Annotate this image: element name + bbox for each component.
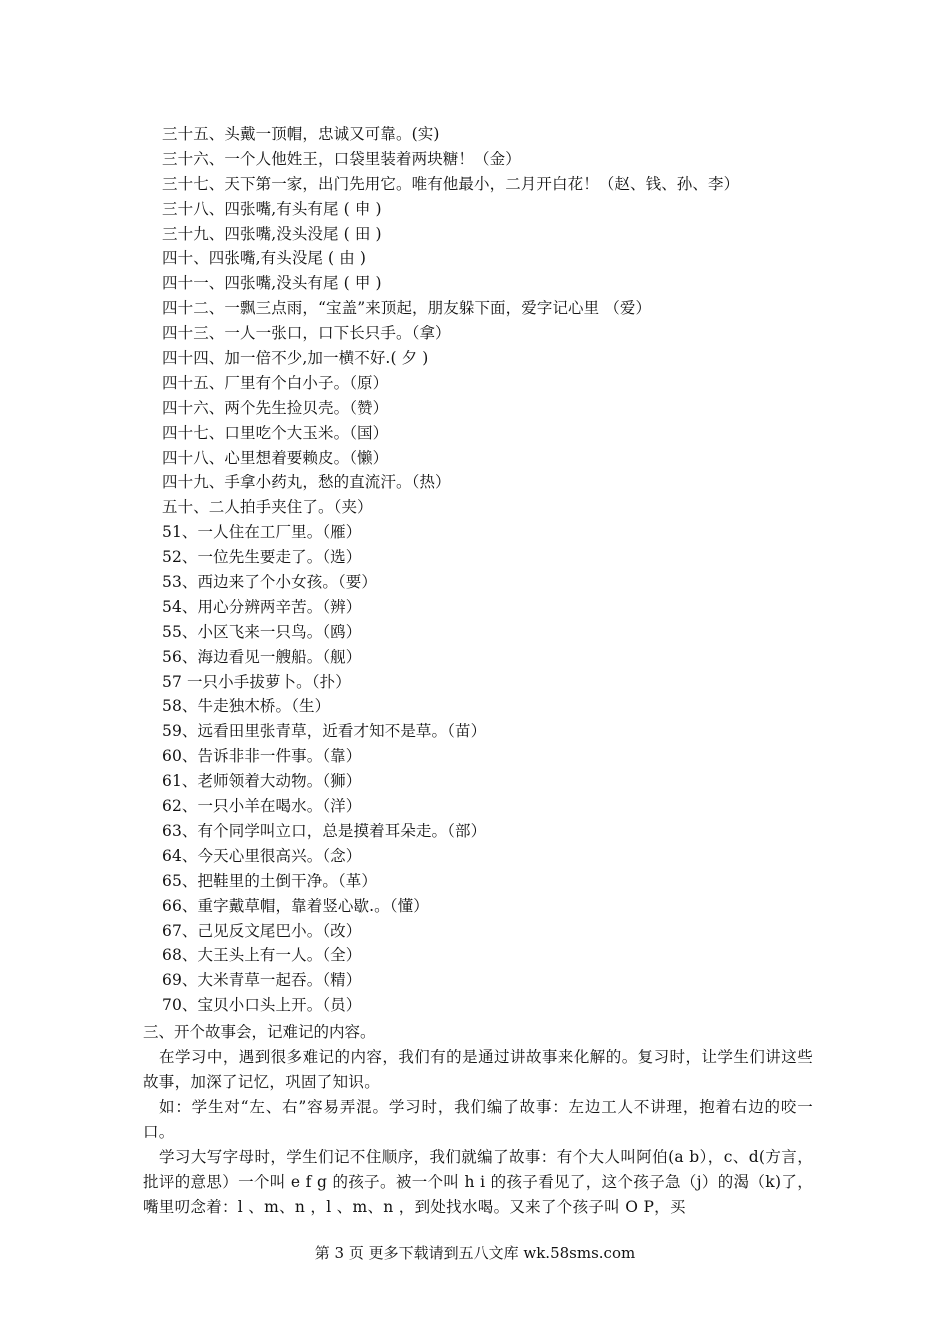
- riddle-item: 四十、四张嘴,有头没尾 ( 由 ): [162, 249, 367, 268]
- riddle-item: 56、海边看见一艘船。（舰）: [162, 647, 362, 666]
- riddle-item: 61、老师领着大动物。（狮）: [162, 772, 362, 791]
- riddle-item: 69、大米青草一起吞。（精）: [162, 971, 362, 990]
- riddle-item: 52、一位先生要走了。（选）: [162, 548, 362, 567]
- riddle-item: 59、远看田里张青草，近看才知不是草。（苗）: [162, 722, 487, 741]
- riddle-item: 四十八、心里想着要赖皮。（懒）: [162, 448, 389, 467]
- riddle-item: 四十三、一人一张口，口下长只手。（拿）: [162, 324, 451, 343]
- riddle-item: 三十六、一个人他姓王，口袋里装着两块糖！（金）: [162, 149, 521, 168]
- riddle-list: [162, 122, 739, 1018]
- riddle-item: 51、一人住在工厂里。（雁）: [162, 523, 362, 542]
- riddle-item: 四十二、一飘三点雨，“宝盖”来顶起，朋友躲下面，爱字记心里 （爱）: [162, 299, 652, 318]
- riddle-item: 四十九、手拿小药丸，愁的直流汗。（热）: [162, 473, 451, 492]
- page-footer: 第 3 页 更多下载请到五八文库 wk.58sms.com: [314, 1244, 636, 1262]
- riddle-item: 66、重字戴草帽，靠着竖心歇.。（懂）: [162, 896, 429, 915]
- riddle-item: 三十七、天下第一家，出门先用它。唯有他最小，二月开白花！（赵、钱、孙、李）: [162, 174, 740, 193]
- riddle-item: 64、今天心里很高兴。（念）: [162, 846, 362, 865]
- riddle-item: 53、西边来了个小女孩。（要）: [162, 573, 377, 592]
- riddle-item: 58、牛走独木桥。（生）: [162, 697, 331, 716]
- riddle-item: 五十、二人拍手夹住了。（夹）: [162, 498, 373, 517]
- paragraph: 如：学生对“左、右”容易弄混。学习时，我们编了故事：左边工人不讲理，抱着右边的咬一口。: [143, 1098, 813, 1141]
- riddle-item: 55、小区飞来一只鸟。（鸥）: [162, 622, 362, 641]
- riddle-item: 65、把鞋里的土倒干净。（革）: [162, 871, 377, 890]
- riddle-item: 70、宝贝小口头上开。（员）: [162, 996, 362, 1015]
- riddle-item: 四十六、两个先生捡贝壳。（赞）: [162, 398, 389, 417]
- paragraph: 在学习中，遇到很多难记的内容，我们有的是通过讲故事来化解的。复习时，让学生们讲这些故事，加深了记忆，巩固了知识。: [143, 1048, 813, 1091]
- riddle-item: 四十七、口里吃个大玉米。（国）: [162, 423, 389, 442]
- riddle-item: 三十五、头戴一顶帽，忠诚又可靠。(实): [162, 125, 440, 143]
- riddle-item: 54、用心分辨两辛苦。（辨）: [162, 597, 362, 616]
- riddle-item: 67、己见反文尾巴小。（改）: [162, 921, 362, 940]
- riddle-item: 62、一只小羊在喝水。（洋）: [162, 797, 362, 816]
- riddle-item: 四十五、厂里有个白小子。（原）: [162, 373, 389, 392]
- riddle-item: 63、有个同学叫立口，总是摸着耳朵走。（部）: [162, 821, 487, 840]
- riddle-item: 68、大王头上有一人。（全）: [162, 946, 362, 965]
- riddle-item: 57 一只小手拔萝卜。（扑）: [162, 672, 351, 691]
- story-section: [143, 1019, 813, 1220]
- riddle-item: 四十四、加一倍不少,加一横不好.( 夕 ): [162, 349, 429, 368]
- riddle-item: 三十九、四张嘴,没头没尾 ( 田 ): [162, 224, 382, 243]
- section-heading: 三、开个故事会，记难记的内容。: [143, 1023, 376, 1041]
- paragraph: 学习大写字母时，学生们记不住顺序，我们就编了故事：有个大人叫阿伯(a b），c、d(方言，批评的意思）一个叫 e f g 的孩子。被一个叫 h i 的孩子看见了，这个孩子急（j）的渴（k)了，嘴里叨念着：l 、m、n ，l 、m、n ，到处找水喝。又来了个孩子叫 O P，买: [143, 1148, 813, 1216]
- riddle-item: 四十一、四张嘴,没头有尾 ( 甲 ): [162, 274, 382, 293]
- riddle-item: 60、告诉非非一件事。（靠）: [162, 747, 362, 766]
- riddle-item: 三十八、四张嘴,有头有尾 ( 申 ): [162, 199, 382, 218]
